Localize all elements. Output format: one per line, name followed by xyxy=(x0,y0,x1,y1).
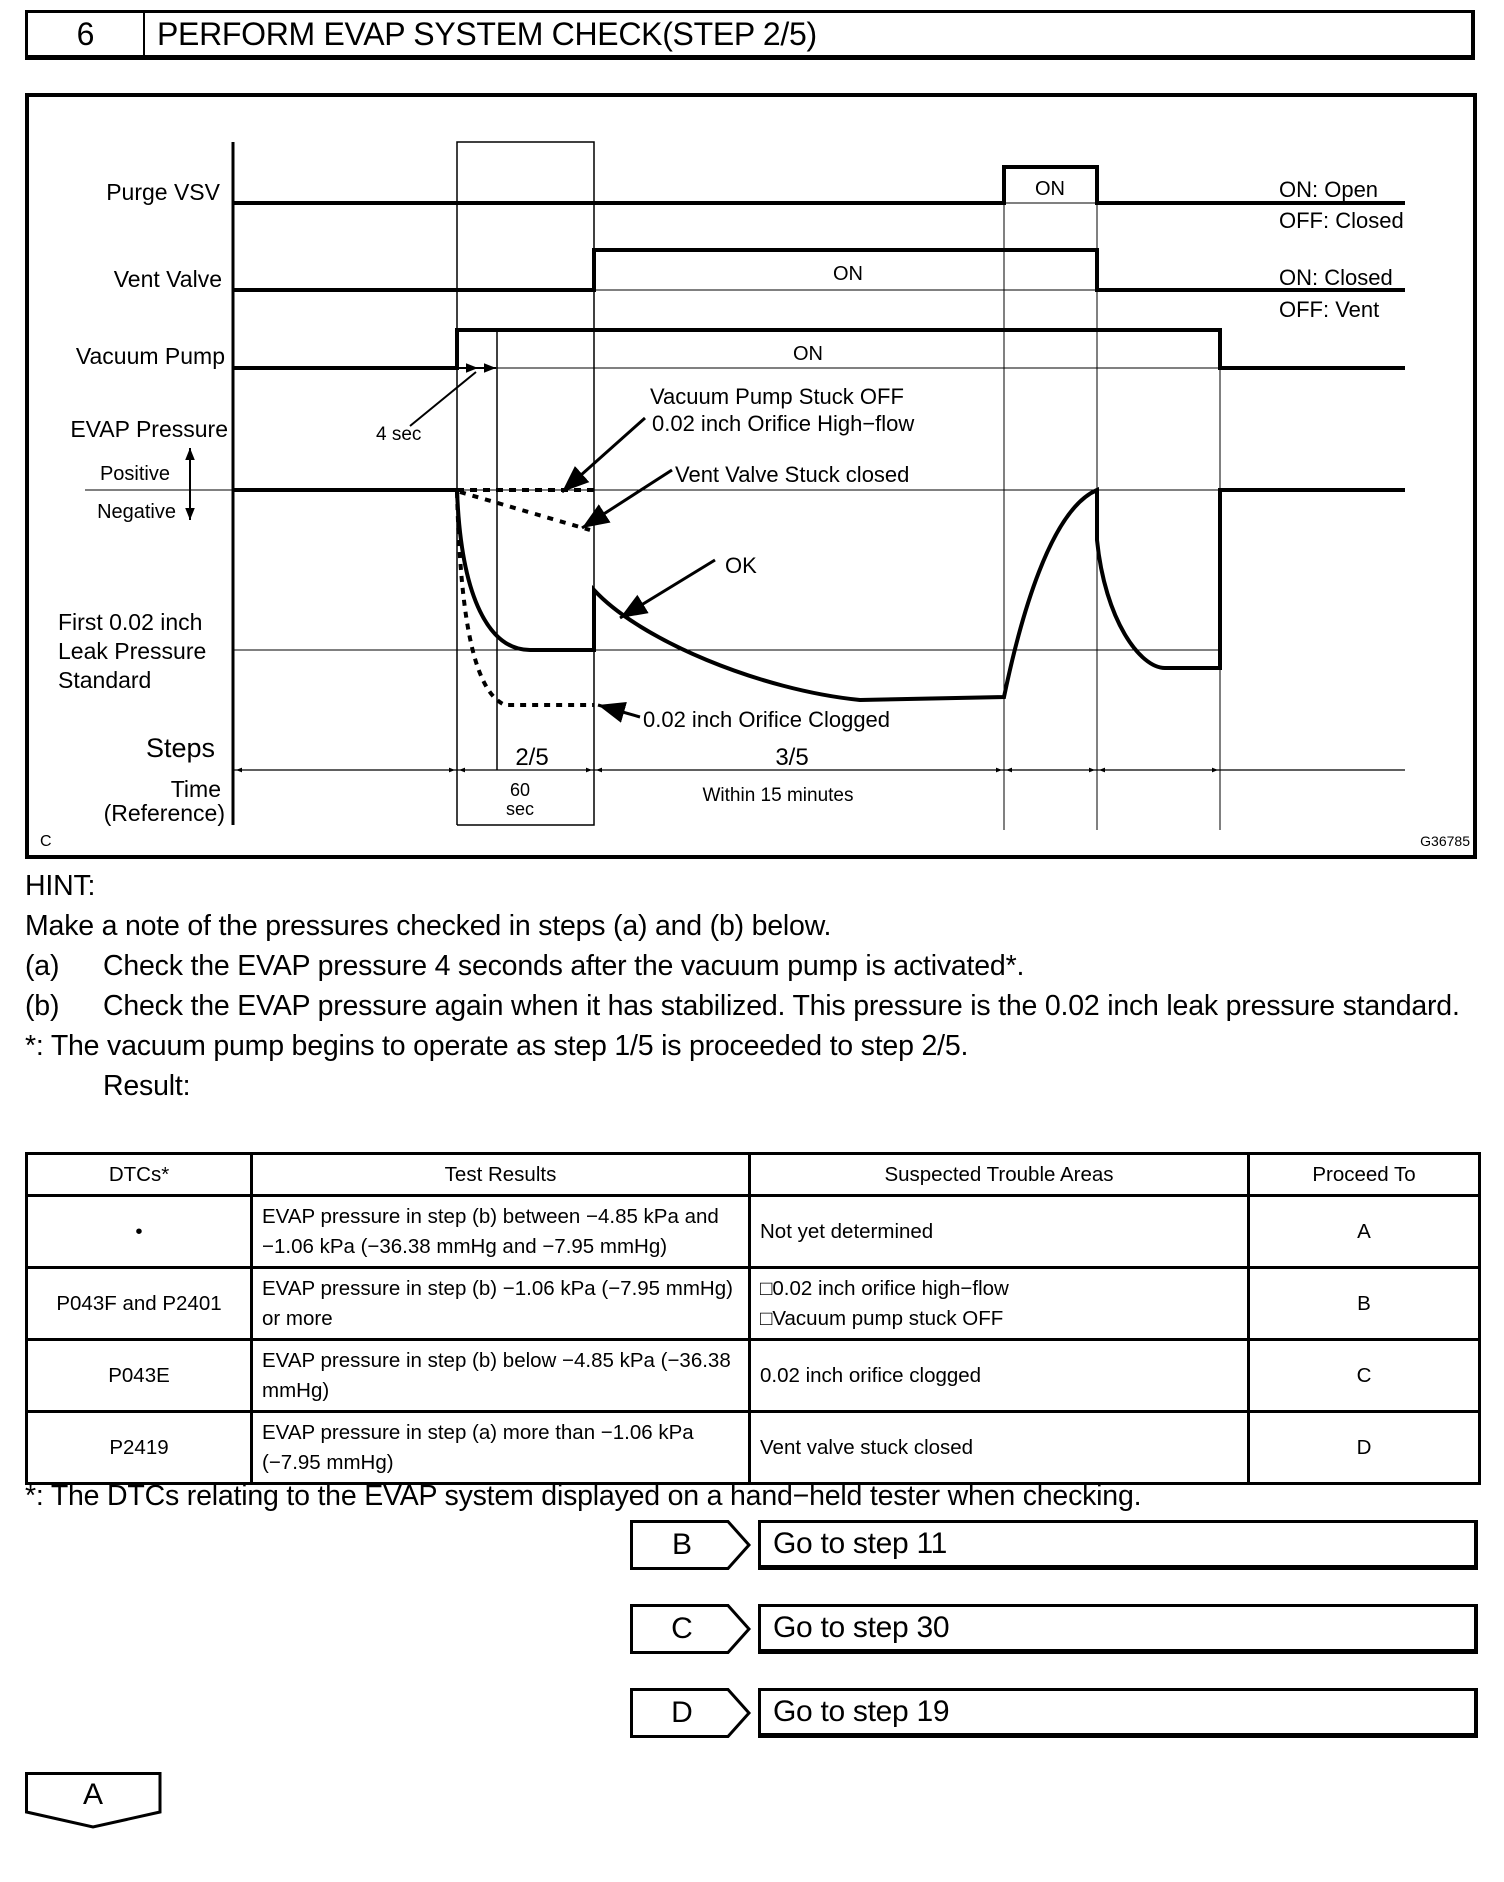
branch-tag-c[interactable] xyxy=(630,1604,752,1654)
legend-vent-off: OFF: Vent xyxy=(1279,297,1380,322)
trouble-area-item: □0.02 inch orifice high−flow xyxy=(760,1276,1009,1300)
legend-vent-on: ON: Closed xyxy=(1279,265,1393,290)
step-number: 6 xyxy=(28,13,145,55)
label-evap-pressure: EVAP Pressure xyxy=(70,416,228,442)
hint-item-text: Check the EVAP pressure 4 seconds after the vacuum pump is activated*. xyxy=(103,950,1025,982)
branch-tag-b[interactable] xyxy=(630,1520,752,1570)
cell-dtc: P043F and P2401 xyxy=(27,1268,252,1340)
annotation-pump-stuck: Vacuum Pump Stuck OFF xyxy=(650,384,904,409)
cell-proceed: D xyxy=(1249,1412,1480,1484)
cell-dtc: P043E xyxy=(27,1340,252,1412)
cell-test-result: EVAP pressure in step (b) between −4.85 kPa and −1.06 kPa (−36.38 mmHg and −7.95 mmHg) xyxy=(252,1196,750,1268)
purge-on-label: ON xyxy=(1035,178,1065,200)
result-label: Result: xyxy=(103,1070,191,1102)
trouble-area-item: □Vacuum pump stuck OFF xyxy=(760,1306,1004,1330)
branch-link-text[interactable]: Go to step 11 xyxy=(758,1520,1478,1570)
cell-test-result: EVAP pressure in step (b) below −4.85 kPa (−36.38 mmHg) xyxy=(252,1340,750,1412)
annotation-4-sec: 4 sec xyxy=(376,424,422,445)
hint-item-text: Check the EVAP pressure again when it has stabilized. This pressure is the 0.02 inch leak pressure standard. xyxy=(103,990,1460,1022)
step-header xyxy=(25,10,1475,60)
table-header-row xyxy=(27,1154,1480,1196)
label-positive: Positive xyxy=(99,463,170,485)
cell-trouble-area: Vent valve stuck closed xyxy=(750,1412,1249,1484)
time-60-label: 60 xyxy=(509,780,531,800)
step-2-5-label: 2/5 xyxy=(515,744,549,771)
hint-item-b xyxy=(25,986,1485,1026)
label-leak-standard-3: Standard xyxy=(58,667,152,693)
branch-tag-d[interactable] xyxy=(630,1688,752,1738)
label-time: Time xyxy=(170,776,221,802)
vent-on-label: ON xyxy=(833,263,863,285)
table-footnote: *: The DTCs relating to the EVAP system displayed on a hand−held tester when checking. xyxy=(25,1480,1142,1512)
annotation-orifice-clogged: 0.02 inch Orifice Clogged xyxy=(643,707,891,732)
annotation-vent-stuck: Vent Valve Stuck closed xyxy=(675,462,910,487)
evap-timing-diagram xyxy=(25,93,1478,860)
legend-purge-off: OFF: Closed xyxy=(1279,208,1404,233)
step-title: PERFORM EVAP SYSTEM CHECK(STEP 2/5) xyxy=(157,15,817,52)
hint-item-label: (a) xyxy=(25,950,60,982)
label-steps: Steps xyxy=(145,733,215,763)
cell-proceed: B xyxy=(1249,1268,1480,1340)
branch-b[interactable] xyxy=(630,1520,1478,1570)
label-purge-vsv: Purge VSV xyxy=(106,179,220,205)
label-vacuum-pump: Vacuum Pump xyxy=(75,343,225,369)
hint-section xyxy=(25,866,1485,1106)
header-dtcs: DTCs* xyxy=(27,1154,252,1196)
time-sec-label: sec xyxy=(505,799,535,819)
hint-intro: Make a note of the pressures checked in steps (a) and (b) below. xyxy=(25,910,832,942)
table-row xyxy=(27,1412,1480,1484)
continue-a-marker[interactable] xyxy=(25,1772,163,1830)
cell-test-result: EVAP pressure in step (a) more than −1.06 kPa (−7.95 mmHg) xyxy=(252,1412,750,1484)
pump-on-label: ON xyxy=(793,343,823,365)
branch-tag-label: D xyxy=(671,1696,693,1729)
cell-trouble-area: Not yet determined xyxy=(750,1196,1249,1268)
label-vent-valve: Vent Valve xyxy=(113,266,222,292)
timing-diagram-svg xyxy=(25,93,1478,860)
annotation-ok: OK xyxy=(725,553,757,578)
header-test-results: Test Results xyxy=(252,1154,750,1196)
legend-purge-on: ON: Open xyxy=(1279,177,1379,202)
step-3-5-label: 3/5 xyxy=(775,744,809,771)
table-row xyxy=(27,1340,1480,1412)
header-proceed-to: Proceed To xyxy=(1249,1154,1480,1196)
corner-mark: C xyxy=(40,833,52,850)
branch-tag-label: B xyxy=(671,1528,692,1561)
label-negative: Negative xyxy=(97,501,176,523)
cell-proceed: A xyxy=(1249,1196,1480,1268)
cell-dtc: P2419 xyxy=(27,1412,252,1484)
cell-trouble-area: 0.02 inch orifice clogged xyxy=(750,1340,1249,1412)
label-leak-standard-1: First 0.02 inch xyxy=(58,609,203,635)
branch-link-text[interactable]: Go to step 30 xyxy=(758,1604,1478,1654)
continue-tag-label: A xyxy=(82,1778,103,1811)
results-table xyxy=(25,1152,1481,1485)
annotation-orifice-high-flow: 0.02 inch Orifice High−flow xyxy=(652,411,915,436)
label-leak-standard-2: Leak Pressure xyxy=(58,638,207,664)
branch-c[interactable] xyxy=(630,1604,1478,1654)
time-15-min-label: Within 15 minutes xyxy=(702,785,854,806)
hint-item-label: (b) xyxy=(25,990,60,1022)
table-row xyxy=(27,1268,1480,1340)
branch-tag-label: C xyxy=(671,1612,693,1645)
figure-id: G36785 xyxy=(1420,833,1470,849)
label-time-reference: (Reference) xyxy=(103,800,225,826)
hint-heading: HINT: xyxy=(25,870,96,902)
cell-proceed: C xyxy=(1249,1340,1480,1412)
cell-dtc: • xyxy=(27,1196,252,1268)
table-row xyxy=(27,1196,1480,1268)
cell-test-result: EVAP pressure in step (b) −1.06 kPa (−7.95 mmHg) or more xyxy=(252,1268,750,1340)
header-trouble-areas: Suspected Trouble Areas xyxy=(750,1154,1249,1196)
branch-d[interactable] xyxy=(630,1688,1478,1738)
hint-item-a xyxy=(25,946,1485,986)
cell-trouble-area xyxy=(750,1268,1249,1340)
branch-link-text[interactable]: Go to step 19 xyxy=(758,1688,1478,1738)
hint-note: *: The vacuum pump begins to operate as step 1/5 is proceeded to step 2/5. xyxy=(25,1030,969,1062)
